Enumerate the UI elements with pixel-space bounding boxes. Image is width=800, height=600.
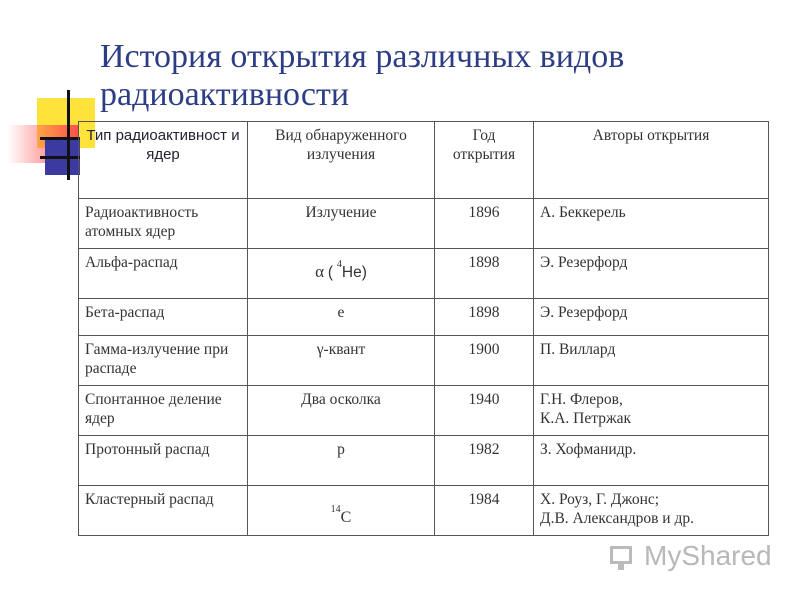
header-radiation: Вид обнаруженного излучения xyxy=(248,122,435,199)
cell-radiation: Два осколка xyxy=(248,386,435,436)
cell-authors: П. Виллард xyxy=(534,336,769,386)
table-row xyxy=(79,299,769,336)
author-line: Х. Роуз, Г. Джонс; xyxy=(540,491,660,508)
cell-year: 1898 xyxy=(435,249,534,299)
cell-type: Протонный распад xyxy=(79,436,248,486)
cell-year: 1982 xyxy=(435,436,534,486)
watermark-logo xyxy=(608,538,788,574)
cell-type: Кластерный распад xyxy=(79,486,248,536)
table-header-row xyxy=(79,122,769,199)
paren-open: ( xyxy=(327,264,334,282)
table-row xyxy=(79,336,769,386)
radioactivity-table xyxy=(78,121,769,536)
cell-type: Спонтанное деление ядер xyxy=(79,386,248,436)
mass-number: 4 xyxy=(336,259,342,270)
decor-vertical-line xyxy=(67,90,70,180)
decor-horizontal-line xyxy=(40,156,80,159)
decor-horizontal-line xyxy=(40,137,80,140)
table-row xyxy=(79,486,769,536)
cell-authors: А. Беккерель xyxy=(534,199,769,249)
monitor-icon xyxy=(608,542,638,570)
mass-number: 14 xyxy=(330,504,341,515)
author-line: Г.Н. Флеров, xyxy=(540,391,623,408)
cell-radiation xyxy=(248,249,435,299)
cell-authors: З. Хофманидр. xyxy=(534,436,769,486)
author-line: Д.В. Александров и др. xyxy=(540,510,694,527)
cell-radiation: e xyxy=(248,299,435,336)
cell-type: Радиоактивность атомных ядер xyxy=(79,199,248,249)
author-line: К.А. Петржак xyxy=(540,410,632,427)
table-row xyxy=(79,249,769,299)
cell-authors: Э. Резерфорд xyxy=(534,249,769,299)
cell-year: 1896 xyxy=(435,199,534,249)
header-authors: Авторы открытия xyxy=(534,122,769,199)
cell-radiation: p xyxy=(248,436,435,486)
cell-radiation: γ-квант xyxy=(248,336,435,386)
table-row xyxy=(79,386,769,436)
cell-year: 1984 xyxy=(435,486,534,536)
page-title: История открытия различных видов радиоактивности xyxy=(100,38,625,113)
cell-type: Гамма-излучение при распаде xyxy=(79,336,248,386)
watermark-text: MyShared xyxy=(644,540,772,571)
cell-radiation xyxy=(248,486,435,536)
cell-authors xyxy=(534,386,769,436)
table-row xyxy=(79,436,769,486)
cell-authors: Э. Резерфорд xyxy=(534,299,769,336)
header-year: Год открытия xyxy=(435,122,534,199)
cell-year: 1940 xyxy=(435,386,534,436)
element-symbol: He) xyxy=(341,264,367,282)
cell-year: 1898 xyxy=(435,299,534,336)
cell-radiation: Излучение xyxy=(248,199,435,249)
cell-type: Альфа-распад xyxy=(79,249,248,299)
cell-authors xyxy=(534,486,769,536)
cell-type: Бета-распад xyxy=(79,299,248,336)
table-row xyxy=(79,199,769,249)
alpha-symbol: α xyxy=(315,262,324,282)
header-type: Тип радиоактивност и ядер xyxy=(79,122,248,199)
cell-year: 1900 xyxy=(435,336,534,386)
element-symbol: C xyxy=(340,509,352,527)
